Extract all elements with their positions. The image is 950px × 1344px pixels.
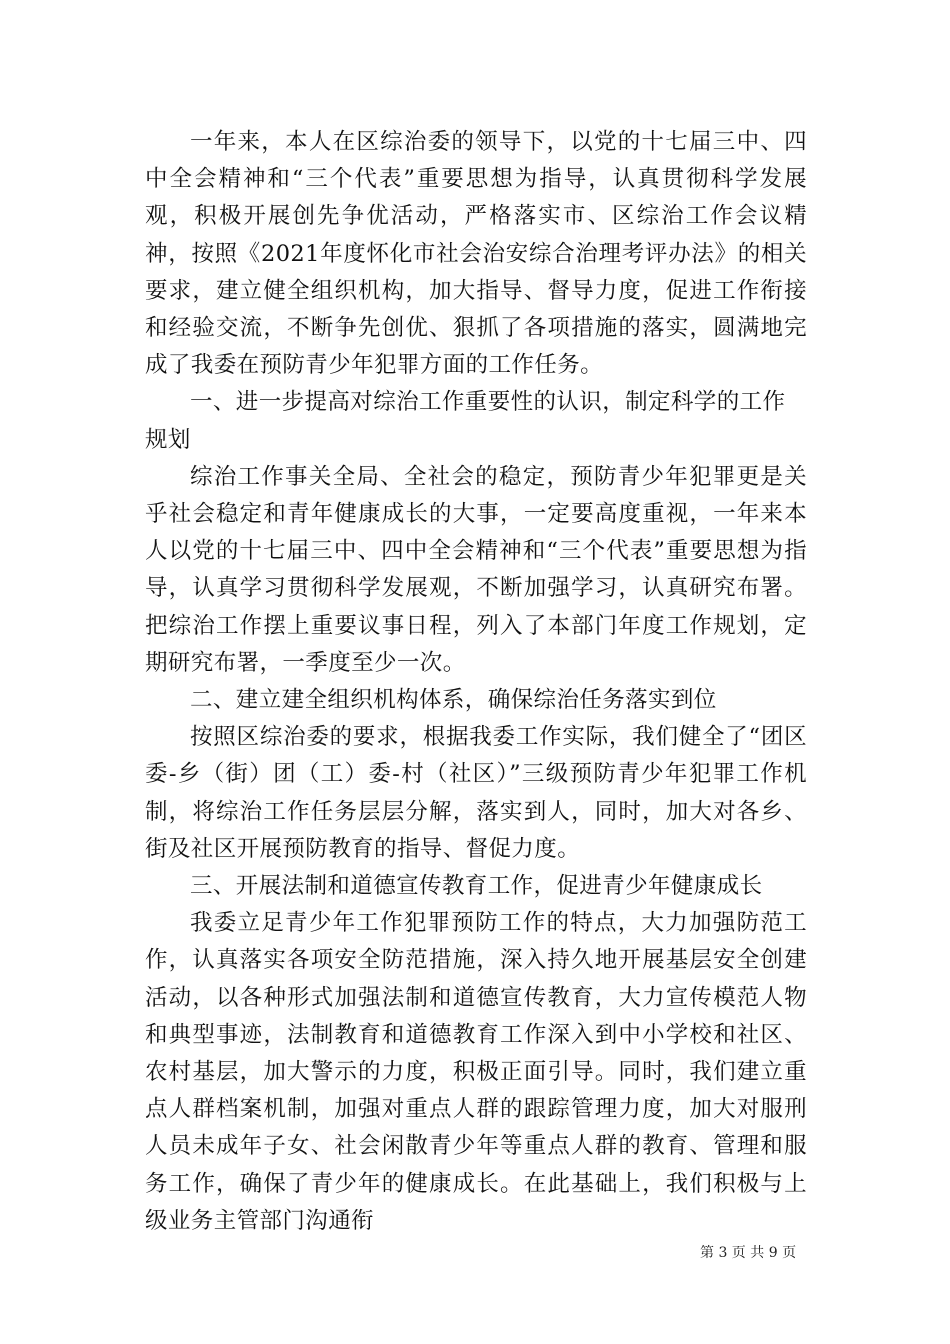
- section-heading-1: 一、进一步提高对综治工作重要性的认识，制定科学的工作规划: [145, 389, 786, 453]
- section-heading-3: 三、开展法制和道德宣传教育工作，促进青少年健康成长: [190, 873, 763, 900]
- section-3-paragraph: 我委立足青少年工作犯罪预防工作的特点，大力加强防范工作，认真落实各项安全防范措施，深入持久地开展基层安全创建活动，以各种形式加强法制和道德宣传教育，大力宣传模范人物和典型事迹，法制教育和道德教育工作深入到中小学校和社区、农村基层，加大警示的力度，积极正面引导。同时，我们建立重点人群档案机制，加强对重点人群的跟踪管理力度，加大对服刑人员未成年子女、社会闲散青少年等重点人群的教育、管理和服务工作，确保了青少年的健康成长。在此基础上，我们积极与上级业务主管部门沟通衔: [145, 910, 807, 1234]
- page-number-footer: 第 3 页 共 9 页: [700, 1245, 797, 1261]
- document-body: [145, 124, 807, 1240]
- section-2-paragraph: 按照区综治委的要求，根据我委工作实际，我们健全了“团区委-乡（街）团（工）委-村（社区）”三级预防青少年犯罪工作机制，将综治工作任务层层分解，落实到人，同时，加大对各乡、街及社区开展预防教育的指导、督促力度。: [145, 724, 807, 862]
- section-heading-2: 二、建立建全组织机构体系，确保综治任务落实到位: [190, 687, 717, 714]
- section-1-paragraph: 综治工作事关全局、全社会的稳定，预防青少年犯罪更是关乎社会稳定和青年健康成长的大事，一定要高度重视，一年来本人以党的十七届三中、四中全会精神和“三个代表”重要思想为指导，认真学习贯彻科学发展观，不断加强学习，认真研究布署。把综治工作摆上重要议事日程，列入了本部门年度工作规划，定期研究布署，一季度至少一次。: [145, 463, 807, 676]
- intro-paragraph: 一年来，本人在区综治委的领导下，以党的十七届三中、四中全会精神和“三个代表”重要思想为指导，认真贯彻科学发展观，积极开展创先争优活动，严格落实市、区综治工作会议精神，按照《2021年度怀化市社会治安综合治理考评办法》的相关要求，建立健全组织机构，加大指导、督导力度，促进工作衔接和经验交流，不断争先创优、狠抓了各项措施的落实，圆满地完成了我委在预防青少年犯罪方面的工作任务。: [145, 129, 807, 379]
